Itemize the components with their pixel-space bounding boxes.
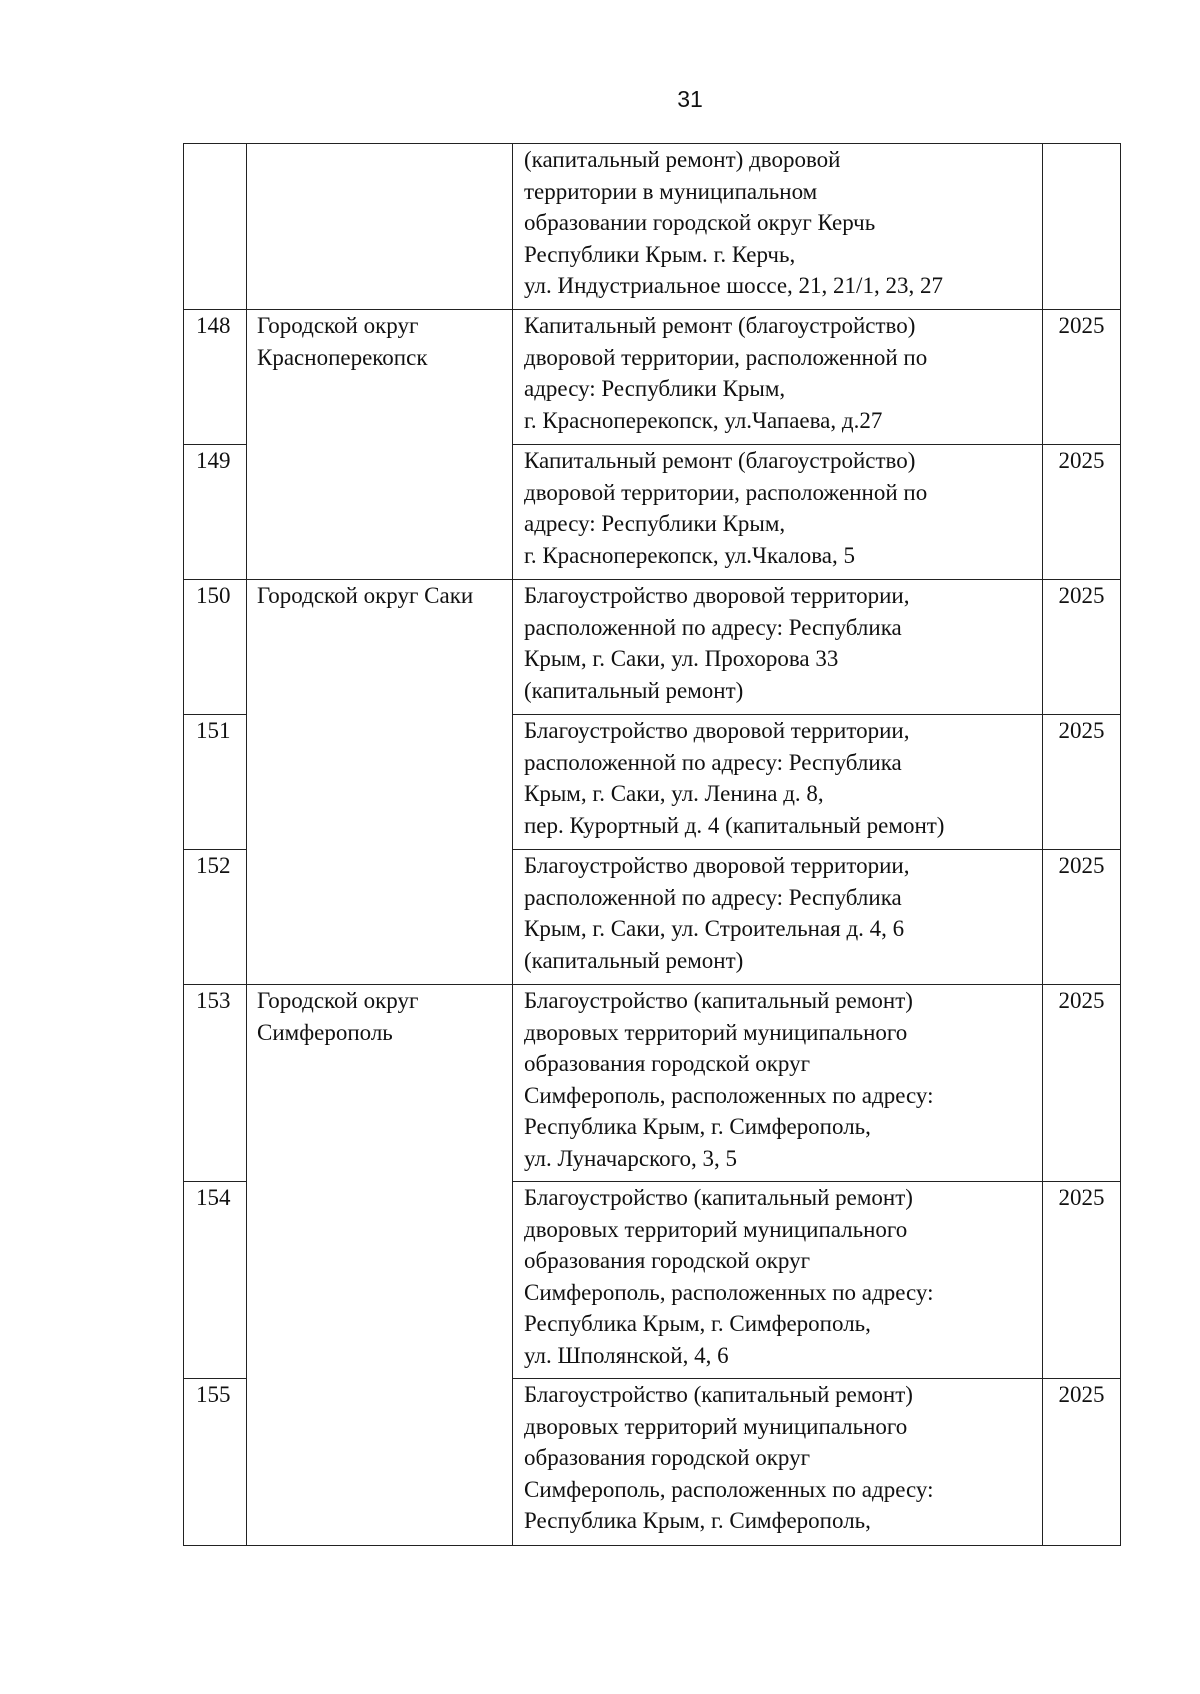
year-cell — [1043, 1379, 1121, 1546]
row-description: Благоустройство (капитальный ремонт) дворовых территорий муниципального образования городской округ Симферополь, расположенных по адресу: Республика Крым, г. Симферополь, ул. Луначарского, 3, 5 — [524, 988, 934, 1171]
table-row — [184, 144, 1121, 310]
description-cell — [513, 850, 1043, 985]
municipality-cell — [247, 144, 513, 310]
row-number-cell — [184, 445, 247, 580]
row-year: 2025 — [1058, 583, 1105, 608]
row-number: 148 — [196, 313, 231, 338]
row-number-cell — [184, 850, 247, 985]
table-row — [184, 985, 1121, 1182]
row-number-cell — [184, 144, 247, 310]
row-number-cell — [184, 715, 247, 850]
description-cell — [513, 445, 1043, 580]
table-row — [184, 310, 1121, 445]
row-description: Благоустройство (капитальный ремонт) дворовых территорий муниципального образования городской округ Симферополь, расположенных по адресу: Республика Крым, г. Симферополь, ул. Шполянской, 4, 6 — [524, 1185, 934, 1368]
row-number-cell — [184, 985, 247, 1182]
row-number-cell — [184, 580, 247, 715]
row-number: 149 — [196, 448, 231, 473]
row-description: Капитальный ремонт (благоустройство) дворовой территории, расположенной по адресу: Республики Крым, г. Красноперекопск, ул.Чкалова, 5 — [524, 448, 928, 568]
year-cell — [1043, 715, 1121, 850]
row-description: Благоустройство дворовой территории, расположенной по адресу: Республика Крым, г. Саки, ул. Прохорова 33 (капитальный ремонт) — [524, 583, 910, 703]
year-cell — [1043, 144, 1121, 310]
description-cell — [513, 1379, 1043, 1546]
year-cell — [1043, 445, 1121, 580]
table-row — [184, 580, 1121, 715]
description-cell — [513, 144, 1043, 310]
year-cell — [1043, 580, 1121, 715]
year-cell — [1043, 1182, 1121, 1379]
row-year: 2025 — [1058, 1185, 1105, 1210]
municipality-name: Городской округ Саки — [257, 583, 474, 608]
row-description: Благоустройство дворовой территории, расположенной по адресу: Республика Крым, г. Саки, ул. Ленина д. 8, пер. Курортный д. 4 (капитальный ремонт) — [524, 718, 945, 838]
description-cell — [513, 310, 1043, 445]
row-number: 151 — [196, 718, 231, 743]
year-cell — [1043, 985, 1121, 1182]
description-cell — [513, 985, 1043, 1182]
row-description: (капитальный ремонт) дворовой территории в муниципальном образовании городской округ Керчь Республики Крым. г. Керчь, ул. Индустриальное шоссе, 21, 21/1, 23, 27 — [524, 147, 943, 298]
municipality-cell — [247, 985, 513, 1546]
row-number: 154 — [196, 1185, 231, 1210]
row-number: 152 — [196, 853, 231, 878]
row-number: 155 — [196, 1382, 231, 1407]
description-cell — [513, 715, 1043, 850]
row-year: 2025 — [1058, 718, 1105, 743]
row-year: 2025 — [1058, 853, 1105, 878]
row-number-cell — [184, 1182, 247, 1379]
municipality-cell — [247, 580, 513, 985]
row-year: 2025 — [1058, 448, 1105, 473]
row-description: Благоустройство дворовой территории, расположенной по адресу: Республика Крым, г. Саки, ул. Строительная д. 4, 6 (капитальный ремонт) — [524, 853, 910, 973]
row-number: 150 — [196, 583, 231, 608]
description-cell — [513, 580, 1043, 715]
row-description: Капитальный ремонт (благоустройство) дворовой территории, расположенной по адресу: Республики Крым, г. Красноперекопск, ул.Чапаева, д.27 — [524, 313, 928, 433]
description-cell — [513, 1182, 1043, 1379]
year-cell — [1043, 310, 1121, 445]
row-year: 2025 — [1058, 313, 1105, 338]
municipality-cell — [247, 310, 513, 580]
row-year: 2025 — [1058, 1382, 1105, 1407]
row-description: Благоустройство (капитальный ремонт) дворовых территорий муниципального образования городской округ Симферополь, расположенных по адресу: Республика Крым, г. Симферополь, — [524, 1382, 934, 1533]
objects-table — [183, 143, 1121, 1546]
municipality-name: Городской округ Красноперекопск — [257, 313, 428, 370]
row-number-cell — [184, 310, 247, 445]
year-cell — [1043, 850, 1121, 985]
municipality-name: Городской округ Симферополь — [257, 988, 419, 1045]
row-number: 153 — [196, 988, 231, 1013]
row-year: 2025 — [1058, 988, 1105, 1013]
page-number: 31 — [677, 86, 703, 112]
row-number-cell — [184, 1379, 247, 1546]
